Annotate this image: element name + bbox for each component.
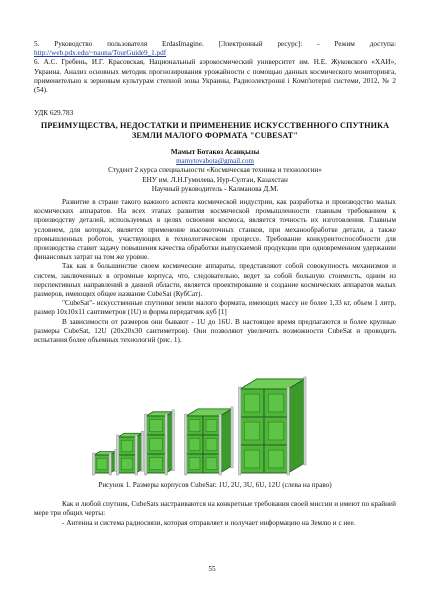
reference-5-link[interactable]: http://web.pdx.edu/~nauna/TourGuide9_1.pdf	[34, 49, 167, 58]
reference-5-text: 5. Руководство пользователя ErdasImagine. [Электронный ресурс]: - Режим доступа:	[34, 40, 396, 48]
author-name: Мамыт Ботакөз Асанқызы	[170, 148, 260, 157]
author-supervisor: Научный руководитель - Калманова Д.М.	[151, 184, 279, 193]
body-paragraph: - Антенна и система радиосвязи, которая отправляет и получает информацию на Землю и с нее.	[62, 518, 356, 527]
figure-caption: Рисунок 1. Размеры корпусов CubeSat: 1U, 2U, 3U, 6U, 12U (слева на право)	[98, 481, 332, 490]
cubesat-frame-3u	[145, 410, 175, 475]
body-paragraph: Развитие в стране такого важного аспекта космической индустрии, как разработка и производство малых космических аппаратов. На всех этапах развития космической промышленности главным требованием к производству деталей, используемых в целях освоения космоса, является точность их изготовления. Главным условием, для которых, является применение высокоточных станков, при механообработке детали, а также промышленных роботов, участвующих в технологическом процессе. Требование конкурентоспособности для производства ставит задачу повышения качества обработки выпускаемой продукции при одновременном удержании финансовых затрат на том же уровне.	[34, 198, 396, 262]
page-number: 55	[208, 565, 216, 573]
cubesat-frame-1u	[93, 450, 117, 475]
udc-code: УДК 629.783	[34, 109, 74, 118]
cubesat-frame-2u	[117, 431, 144, 475]
cubesat-figure	[34, 349, 396, 481]
cubesat-frame-6u	[185, 407, 234, 475]
reference-6: 6. А.С. Гребень, И.Г. Красовская, Национальный аэрокосмический университет им. Н.Е. Жуковского «ХАИ», Украина. Анализ основных методик прогнозирования урожайности с помощью данных космического мониторинга, применительно к зерновым культурам степной зоны Украины, Радиоэлектронні і Комп'ютерні системи, 2012, № 2 (54).	[34, 58, 396, 95]
body-paragraph: "CubeSat"- искусственные спутники земли малого формата, имеющих массу не более 1,33 кг, объем 1 литр, размер 10х10х11 сантиметров (1U) и форма передатчик куб [1]	[34, 299, 396, 317]
body-paragraph: Так как в большинстве своем космические аппараты, представляют собой совокупность механизмов и систем, заключенных в огромные корпуса, что, следовательно, ведет за собой большую стоимость, одним из перспективных направлений в данной области, является проектирование и создание космических аппаратов малых размеров, имеющих общее название CubeSat (КубСат).	[34, 262, 396, 299]
cubesat-frame-12u	[239, 377, 307, 475]
body-paragraph: В зависимости от размеров они бывают - 1U до 16U. В настоящее время предпагаются и более крупные размеры CubeSat, 12U (20х20х30 сантиметров). Они позволяют увеличить возможности CubeSat и проводить испытания более объемных технологий (рис. 1).	[34, 317, 396, 345]
body-paragraph: Как и любой спутник, CubeSats настраиваются на конкретные требования своей миссии и имеют по крайней мере три общих черты:	[34, 500, 396, 518]
author-email-link[interactable]: mamytovabota@gmail.com	[176, 157, 254, 166]
author-affiliation-1: Студент 2 курса специальности «Космическая техника и технологии»	[108, 166, 322, 175]
paper-page	[34, 40, 396, 528]
author-affiliation-2: ЕНУ им. Л.Н.Гумилева, Нур-Султан, Казахстан	[142, 175, 288, 184]
paper-title: ПРЕИМУЩЕСТВА, НЕДОСТАТКИ И ПРИМЕНЕНИЕ ИСКУССТВЕННОГО СПУТНИКА ЗЕМЛИ МАЛОГО ФОРМАТА "CUBESAT"	[40, 121, 390, 140]
reference-5	[34, 40, 396, 58]
cubesat-sizes-illustration	[34, 349, 396, 481]
